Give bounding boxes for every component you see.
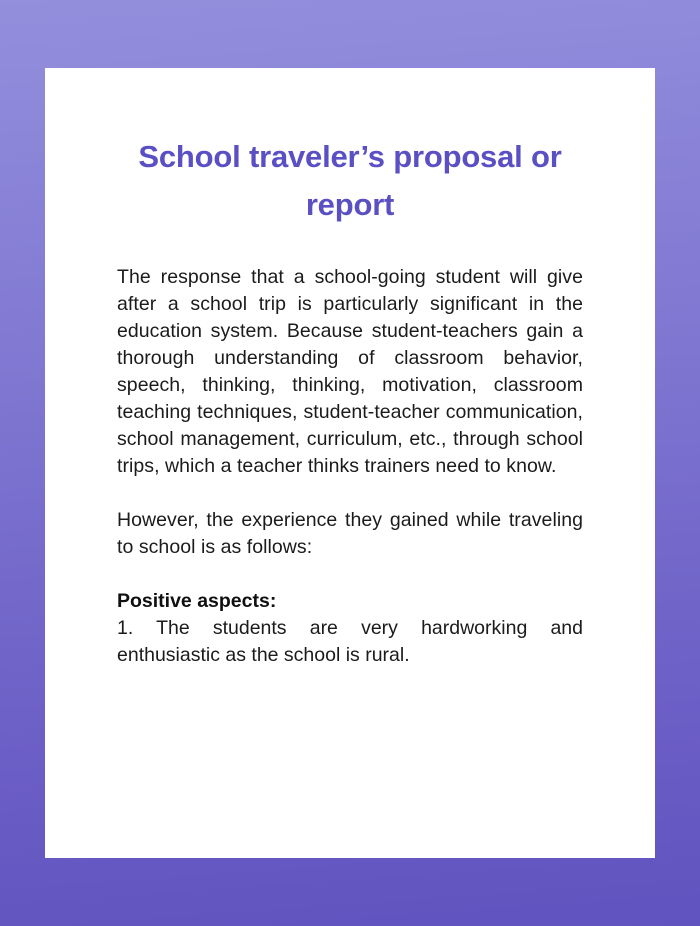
document-card bbox=[45, 68, 655, 858]
document-body bbox=[117, 264, 583, 669]
list-item: 1. The students are very hardworking and enthusiastic as the school is rural. bbox=[117, 617, 583, 666]
page-title: School traveler’s proposal or report bbox=[138, 139, 562, 222]
document-content bbox=[117, 133, 583, 669]
paragraph-intro: The response that a school-going student will give after a school trip is particularly significant in the education system. Because student-teachers gain a thorough understanding of classroom behavior, speech, thinking, thinking, motivation, classroom teaching techniques, student-teacher communication, school management, curriculum, etc., through school trips, which a teacher thinks trainers need to know. bbox=[117, 266, 583, 477]
section-heading-positive-aspects: Positive aspects: bbox=[117, 590, 277, 612]
paragraph-experience: However, the experience they gained while traveling to school is as follows: bbox=[117, 509, 583, 558]
